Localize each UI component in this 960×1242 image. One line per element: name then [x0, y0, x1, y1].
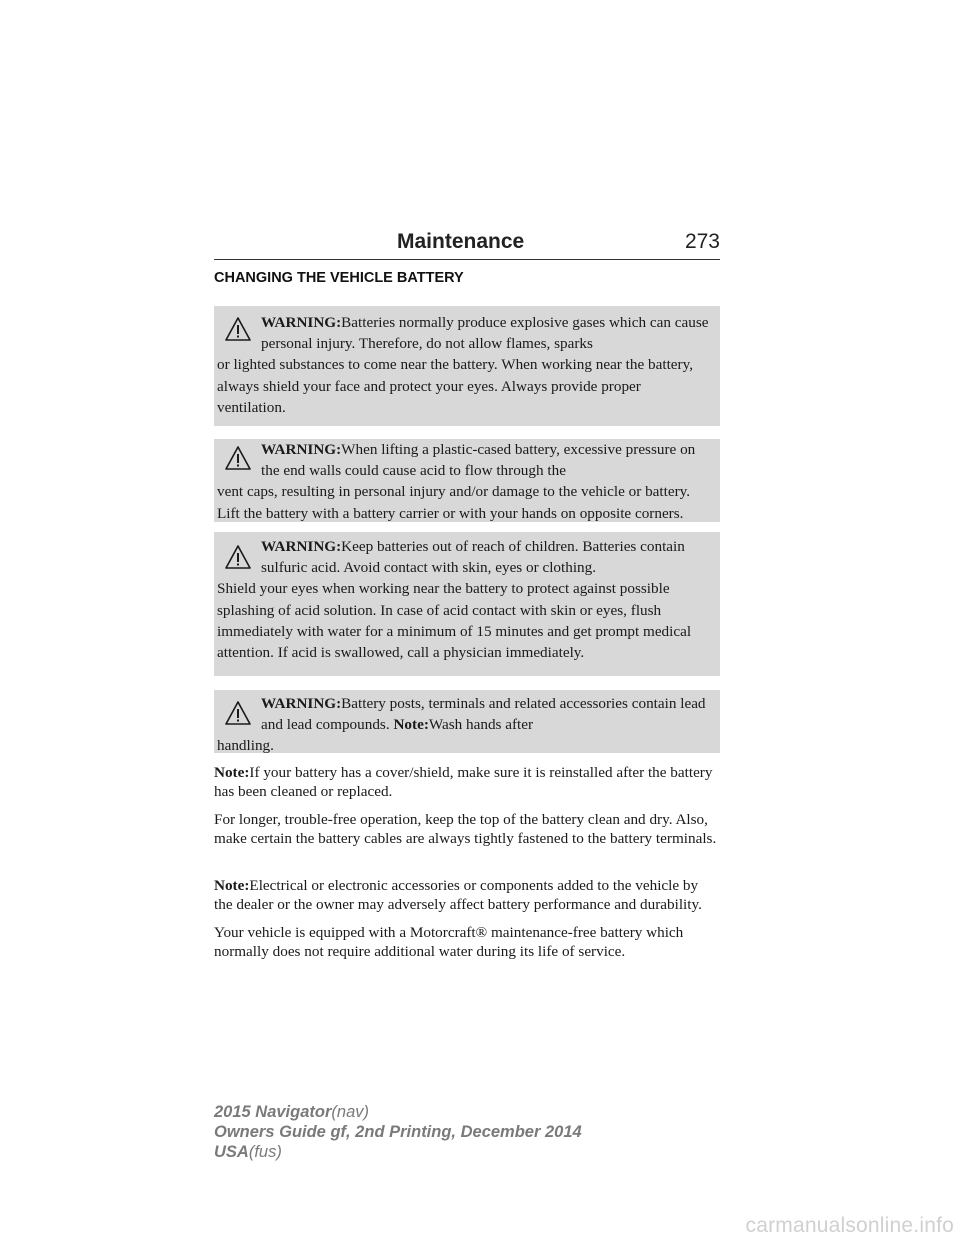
footer-market: USA — [214, 1143, 249, 1161]
body-paragraph — [214, 923, 720, 961]
warning-first-text: Batteries normally produce explosive gases which can cause personal injury. Therefore, do not allow flames, sparks — [261, 314, 709, 353]
paragraph-text: Your vehicle is equipped with a Motorcraft® maintenance-free battery which normally does not require additional water during its life of service. — [214, 924, 684, 960]
warning-box — [214, 439, 720, 522]
warning-triangle-icon — [224, 700, 252, 726]
warning-label: WARNING: — [261, 538, 342, 555]
note-text: Wash hands after — [428, 716, 534, 734]
watermark: carmanualsonline.info — [745, 1214, 954, 1237]
body-paragraph — [214, 810, 720, 848]
warning-text: or lighted substances to come near the battery. When working near the battery, always shield your face and protect your eyes. Always provide proper ventilation. — [217, 356, 693, 416]
page-footer — [214, 1102, 582, 1162]
paragraph-text: For longer, trouble-free operation, keep the top of the battery clean and dry. Also, make certain the battery cables are always tightly fastened to the battery terminals. — [214, 811, 717, 847]
warning-text: Shield your eyes when working near the battery to protect against possible splashing of acid solution. In case of acid contact with skin or eyes, flush immediately with water for a minimum of 15 minutes and get prompt medical attention. If acid is swallowed, call a physician immediately. — [217, 580, 692, 662]
paragraph-text: Electrical or electronic accessories or components added to the vehicle by the dealer or the owner may adversely affect battery performance and durability. — [214, 877, 702, 913]
warning-triangle-icon — [224, 544, 252, 570]
footer-market-code: (fus) — [248, 1143, 282, 1161]
warning-box — [214, 306, 720, 426]
chapter-title: Maintenance — [397, 230, 525, 253]
section-title: CHANGING THE VEHICLE BATTERY — [214, 270, 464, 286]
warning-text: handling. — [217, 737, 274, 755]
note-label: Note: — [214, 877, 250, 894]
warning-first-text: When lifting a plastic-cased battery, excessive pressure on the end walls could cause acid to flow through the — [261, 441, 696, 480]
manual-page — [214, 0, 720, 1242]
warning-first-text: Battery posts, terminals and related accessories contain lead and lead compounds. — [261, 695, 706, 734]
footer-model-code: (nav) — [331, 1103, 369, 1121]
page-number: 273 — [684, 230, 720, 253]
warning-first-line — [217, 312, 712, 354]
paragraph-text: If your battery has a cover/shield, make sure it is reinstalled after the battery has been cleaned or replaced. — [214, 764, 713, 800]
warning-label: WARNING: — [261, 441, 342, 458]
warning-label: WARNING: — [261, 695, 342, 712]
note-label: Note: — [214, 764, 250, 781]
warning-first-line — [217, 693, 712, 735]
note-label: Note: — [393, 716, 429, 734]
warning-box — [214, 532, 720, 676]
warning-triangle-icon — [224, 316, 252, 342]
warning-first-line — [217, 439, 712, 481]
page-header — [214, 228, 720, 260]
note-paragraph — [214, 876, 720, 914]
warning-first-text: Keep batteries out of reach of children. Batteries contain sulfuric acid. Avoid contact with skin, eyes or clothing. — [261, 538, 685, 577]
footer-line-1 — [214, 1102, 582, 1122]
footer-line-2: Owners Guide gf, 2nd Printing, December 2014 — [214, 1123, 582, 1141]
warning-label: WARNING: — [261, 314, 342, 331]
warning-first-line — [217, 536, 712, 578]
note-paragraph — [214, 763, 720, 801]
warning-box — [214, 690, 720, 753]
footer-model: 2015 Navigator — [214, 1103, 332, 1121]
footer-line-3 — [214, 1142, 582, 1162]
warning-triangle-icon — [224, 445, 252, 471]
warning-text: vent caps, resulting in personal injury and/or damage to the vehicle or battery. Lift the battery with a battery carrier or with your hands on opposite corners. — [217, 483, 691, 522]
